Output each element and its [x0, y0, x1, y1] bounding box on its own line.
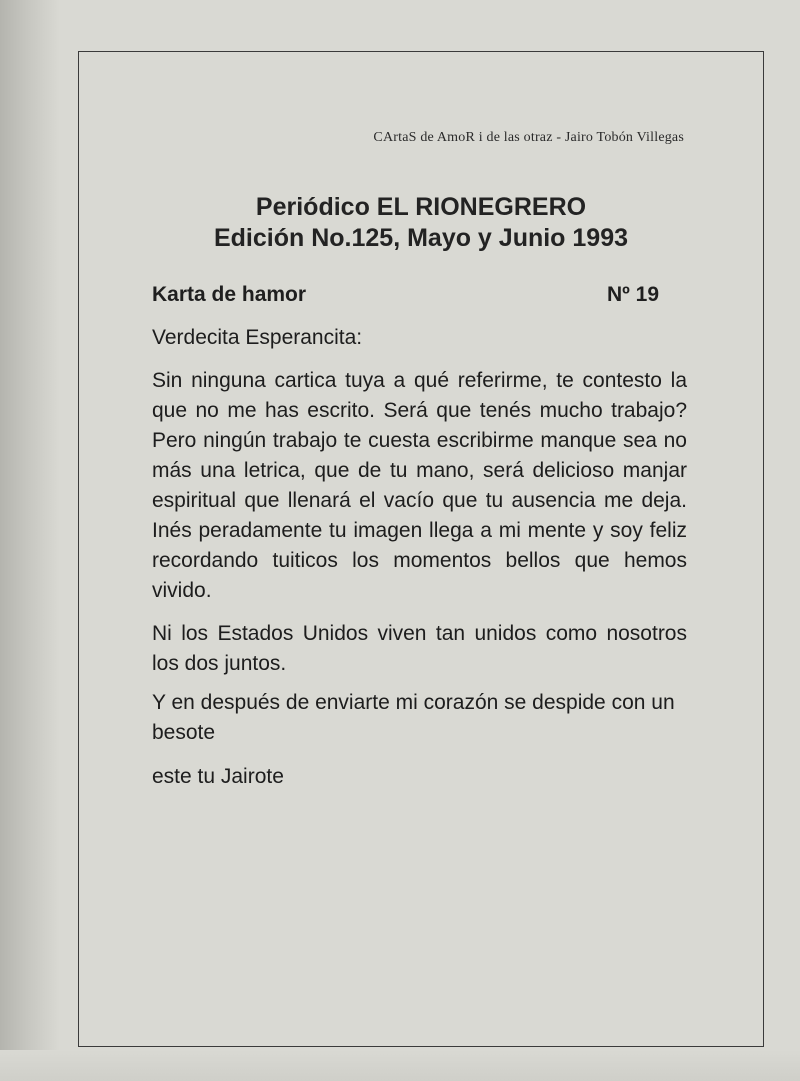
letter-paragraph-2: Ni los Estados Unidos viven tan unidos como nosotros los dos juntos. — [152, 622, 687, 675]
letter-paragraph-3: Y en después de enviarte mi corazón se despide con un besote — [152, 691, 675, 744]
article-title: Karta de hamor — [152, 283, 307, 306]
publication-name: Periódico EL RIONEGRERO — [255, 193, 587, 221]
page-bottom-edge — [0, 1050, 800, 1081]
letter-paragraph-1: Sin ninguna cartica tuya a qué referirme, te contesto la que no me has escrito. Será que tenés mucho trabajo? Pero ningún trabajo te cuesta escribirme manque sea no más una letrica, que de tu mano, será delicioso manjar espiritual que llenará el vacío que tu ausencia me deja. Inés peradamente tu imagen llega a mi mente y soy feliz recordando tuiticos los momentos bellos que hemos vivido. — [152, 369, 687, 602]
letter-greeting: Verdecita Esperancita: — [152, 326, 363, 349]
article-number: Nº 19 — [607, 283, 660, 306]
letter-signature: este tu Jairote — [152, 765, 284, 788]
publication-edition: Edición No.125, Mayo y Junio 1993 — [213, 224, 629, 252]
page-edge-shadow — [0, 0, 60, 1081]
running-header: CArtaS de AmoR i de las otraz - Jairo Tobón Villegas — [373, 130, 684, 145]
